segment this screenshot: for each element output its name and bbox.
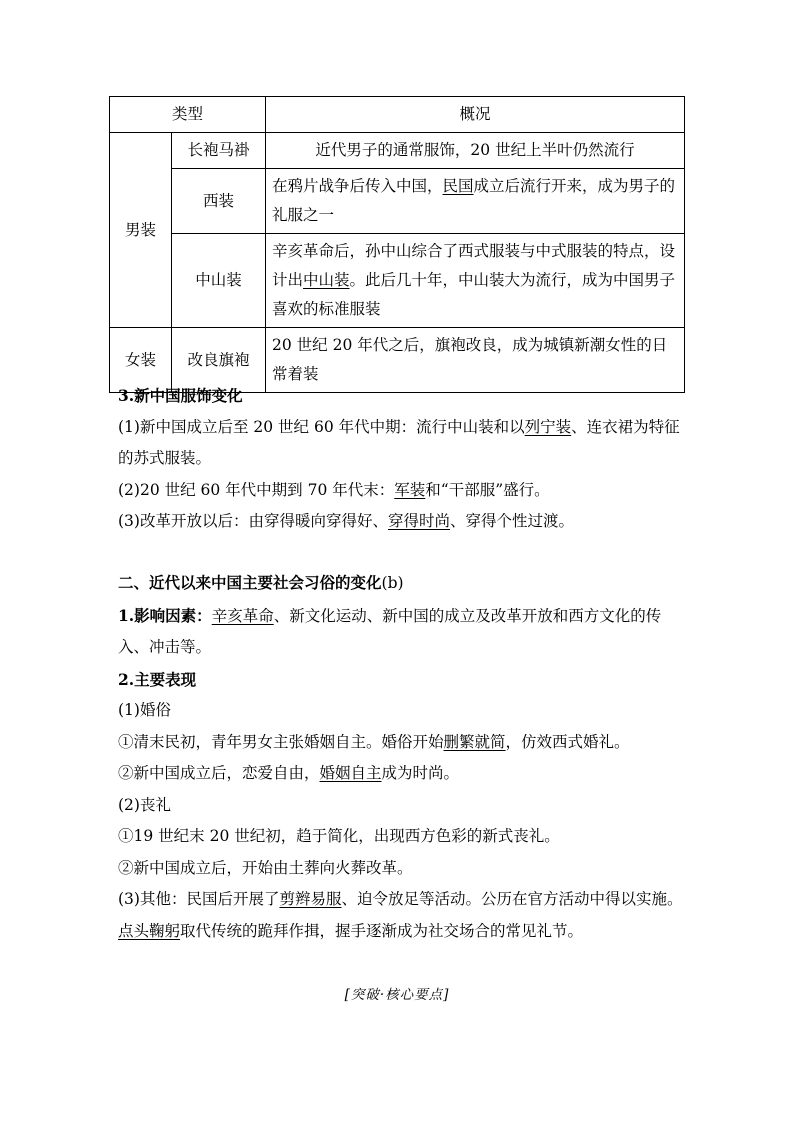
table-row (110, 234, 685, 328)
clothing-table (109, 96, 685, 393)
section-3-item-2 (118, 475, 688, 507)
desc-text: 。此后几十年，中山装大为流行，成为中国男子喜欢的标准服装 (272, 271, 676, 318)
underlined-term: 点头鞠躬 (118, 921, 181, 940)
marriage-title: (1)婚俗 (118, 701, 171, 719)
other-paragraph (118, 884, 688, 947)
funeral-title: (2)丧礼 (118, 795, 171, 814)
row-desc (266, 169, 685, 234)
part-2 (118, 567, 688, 947)
item-text: ①清末民初，青年男女主张婚姻自主。婚俗开始 (118, 732, 444, 751)
underlined-term: 军装 (394, 480, 426, 499)
group-female: 女装 (110, 328, 172, 393)
item-text: 、穿得个性过渡。 (449, 512, 574, 530)
section-3-title: 3.新中国服饰变化 (118, 386, 243, 405)
section-3-item-1 (118, 412, 688, 475)
header-overview: 概况 (266, 97, 685, 133)
row-name: 西装 (172, 169, 266, 234)
row-name: 改良旗袍 (172, 328, 266, 393)
item-text: 、连衣裙为特征的苏式服装。 (118, 417, 680, 467)
underlined-term: 婚姻自主 (319, 764, 382, 782)
desc-text: 在鸦片战争后传入中国， (272, 177, 443, 195)
section-3-item-3 (118, 506, 688, 538)
desc-text: 成立后流行开来，成为男子的礼服之一 (272, 177, 676, 224)
item-text: ，仿效西式婚礼。 (505, 732, 630, 751)
underlined-term: 剪辫易服 (279, 890, 342, 908)
underlined-term: 删繁就简 (443, 732, 506, 751)
table-row (110, 169, 685, 234)
underlined-term: 民国 (442, 177, 474, 195)
main-title: 2.主要表现 (118, 669, 197, 689)
row-desc (266, 234, 685, 328)
table-row (110, 133, 685, 169)
funeral-item-1: ①19 世纪末 20 世纪初，趋于简化，出现西方色彩的新式丧礼。 (118, 827, 560, 845)
section-3 (118, 380, 688, 538)
marriage-item-2 (118, 758, 688, 790)
item-text: 和“干部服”盛行。 (425, 480, 550, 499)
item-text: (1)新中国成立后至 20 世纪 60 年代中期：流行中山装和以 (118, 417, 525, 436)
heading-text: 二、近代以来中国主要社会习俗的变化 (118, 573, 382, 592)
marriage-item-1 (118, 727, 688, 759)
underlined-term: 中山装 (303, 271, 350, 289)
item-text: 取代传统的跪拜作揖，握手逐渐成为社交场合的常见礼节。 (180, 921, 584, 940)
item-text: 成为时尚。 (381, 764, 460, 782)
section-footer-label: [突破·核心要点] (344, 987, 450, 1003)
heading-tail: (b) (381, 574, 404, 592)
group-male: 男装 (110, 133, 172, 328)
underlined-term: 列宁装 (524, 417, 572, 436)
desc-text: 辛亥革命后，孙中山综合了西式服装与中式服装的特点，设计出 (272, 242, 676, 289)
factors-text: 、新文化运动、新中国的成立及改革开放和西方文化的传入、冲击等。 (118, 606, 662, 656)
row-name: 长袍马褂 (172, 133, 266, 169)
table-header-row (110, 97, 685, 133)
header-type: 类型 (110, 97, 266, 133)
row-desc: 近代男子的通常服饰，20 世纪上半叶仍然流行 (266, 133, 685, 169)
item-text: ②新中国成立后，恋爱自由， (118, 764, 320, 782)
underlined-term: 辛亥革命 (211, 606, 274, 625)
row-name: 中山装 (172, 234, 266, 328)
factors-label: 1.影响因素： (118, 605, 212, 625)
funeral-item-2: ②新中国成立后，开始由土葬向火葬改革。 (118, 858, 413, 877)
item-text: (3)其他：民国后开展了 (118, 890, 280, 908)
item-text: 、迫令放足等活动。公历在官方活动中得以实施。 (341, 890, 683, 908)
row-desc: 20 世纪 20 年代之后，旗袍改良，成为城镇新潮女性的日常着装 (266, 328, 685, 393)
item-text: (2)20 世纪 60 年代中期到 70 年代末： (118, 480, 395, 499)
factors-paragraph (118, 600, 688, 664)
item-text: (3)改革开放以后：由穿得暖向穿得好、 (118, 512, 388, 530)
underlined-term: 穿得时尚 (387, 512, 450, 530)
part-2-heading (118, 567, 688, 600)
